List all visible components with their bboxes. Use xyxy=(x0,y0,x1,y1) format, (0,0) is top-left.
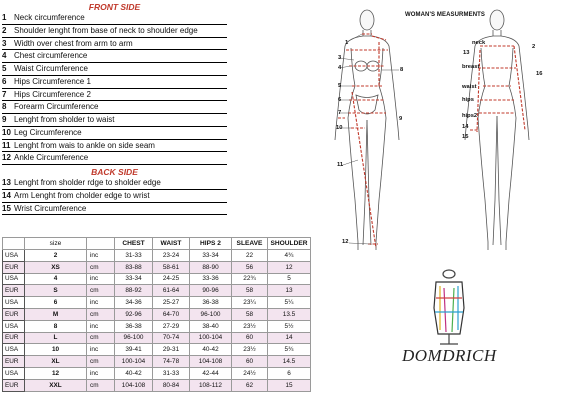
size-chart-cell: 12 xyxy=(268,261,311,273)
measurement-text: Lenght from wais to ankle on side seam xyxy=(14,140,155,150)
size-chart-cell: cm xyxy=(87,356,115,368)
size-chart-cell: 42-44 xyxy=(190,367,232,379)
size-chart-header xyxy=(3,238,311,250)
size-chart-cell: 36-38 xyxy=(190,297,232,309)
size-chart-cell: EUR xyxy=(3,285,25,297)
measurement-row xyxy=(2,203,227,216)
measurement-row xyxy=(2,50,227,63)
size-chart-cell: 33-34 xyxy=(115,273,153,285)
size-chart-cell: USA xyxy=(3,250,25,262)
measurement-text: Hips Circumference 2 xyxy=(14,89,91,99)
size-chart-cell: 90-96 xyxy=(190,285,232,297)
measurement-number: 15 xyxy=(2,203,11,213)
size-chart-cell: inc xyxy=(87,250,115,262)
brand-name: DOMDRICH xyxy=(402,346,497,365)
size-chart-cell: 74-78 xyxy=(153,356,190,368)
size-chart-row xyxy=(3,308,311,320)
size-chart-cell: 5 xyxy=(268,273,311,285)
measurement-row xyxy=(2,152,227,165)
size-chart-cell: 27-29 xyxy=(153,320,190,332)
measurement-row xyxy=(2,12,227,25)
size-chart-cell: 29-31 xyxy=(153,344,190,356)
size-chart-cell: XS xyxy=(25,261,87,273)
size-chart-row xyxy=(3,285,311,297)
size-chart-cell: 31-33 xyxy=(153,367,190,379)
diagram-title: WOMAN'S MEASURMENTS xyxy=(405,12,485,18)
measurement-number: 2 xyxy=(2,25,7,35)
size-chart-cell: 24-25 xyxy=(153,273,190,285)
front-figure xyxy=(335,10,399,250)
measurement-row xyxy=(2,140,227,153)
dress-form-logo-icon xyxy=(424,268,474,348)
label-back-waist: waist xyxy=(462,84,477,90)
label-back-2: 2 xyxy=(532,44,536,50)
size-chart-cell: 13 xyxy=(268,285,311,297)
measurement-number: 1 xyxy=(2,13,7,22)
size-chart-cell: EUR xyxy=(3,261,25,273)
size-chart-cell: 8 xyxy=(25,320,87,332)
size-chart-cell: EUR xyxy=(3,332,25,344)
measurement-text: Leg Circumference xyxy=(14,127,82,137)
size-chart-cell: 61-64 xyxy=(153,285,190,297)
size-chart-cell: 34-36 xyxy=(115,297,153,309)
size-chart-header-cell: HIPS 2 xyxy=(190,238,232,250)
label-back-hips: hips xyxy=(462,97,474,103)
label-front-1: 1 xyxy=(345,40,349,46)
size-chart-cell: 60 xyxy=(232,332,268,344)
measurement-number: 10 xyxy=(2,127,11,137)
label-front-12: 12 xyxy=(342,239,349,245)
size-chart-cell: 33-36 xyxy=(190,273,232,285)
size-chart-cell: 80-84 xyxy=(153,379,190,391)
size-chart-cell: 6 xyxy=(25,297,87,309)
size-chart-table xyxy=(2,237,311,392)
size-chart-cell: 96-100 xyxy=(115,332,153,344)
size-chart-cell: 88-92 xyxy=(115,285,153,297)
size-chart-cell: 24½ xyxy=(232,367,268,379)
measurement-number: 8 xyxy=(2,102,7,112)
size-chart-header-cell xyxy=(3,238,25,250)
size-chart-cell: inc xyxy=(87,320,115,332)
size-chart-row xyxy=(3,250,311,262)
size-chart-cell: 22¾ xyxy=(232,273,268,285)
size-chart-cell: 2 xyxy=(25,250,87,262)
size-chart-header-cell: SLEAVE xyxy=(232,238,268,250)
size-chart-cell: 14.5 xyxy=(268,356,311,368)
size-chart-cell: 96-100 xyxy=(190,308,232,320)
measurement-text: Hips Circumference 1 xyxy=(14,76,91,86)
size-chart-header-cell: size xyxy=(25,238,87,250)
size-chart-header-cell: WAIST xyxy=(153,238,190,250)
measurement-row xyxy=(2,114,227,127)
size-chart-cell: 108-112 xyxy=(190,379,232,391)
size-chart-cell: XL xyxy=(25,356,87,368)
measurement-text: Waist Circumference xyxy=(14,64,88,73)
measurement-number: 6 xyxy=(2,76,7,86)
size-chart-cell: 5¾ xyxy=(268,344,311,356)
size-chart-body xyxy=(3,250,311,392)
size-chart-cell: 40-42 xyxy=(190,344,232,356)
size-chart-row xyxy=(3,320,311,332)
size-chart-cell: M xyxy=(25,308,87,320)
size-chart-cell: 23½ xyxy=(232,320,268,332)
measurement-text: Width over chest from arm to arm xyxy=(14,38,133,48)
size-chart-cell: EUR xyxy=(3,379,25,391)
measurement-number: 11 xyxy=(2,140,11,150)
size-chart-row xyxy=(3,367,311,379)
size-chart-cell: 6 xyxy=(268,367,311,379)
measurement-number: 14 xyxy=(2,190,11,200)
size-chart-cell: 31-33 xyxy=(115,250,153,262)
size-chart-cell: 58 xyxy=(232,308,268,320)
label-front-6: 6 xyxy=(338,97,342,103)
label-front-8: 8 xyxy=(400,67,404,73)
size-chart-cell: 100-104 xyxy=(190,332,232,344)
label-front-4: 4 xyxy=(338,65,342,71)
size-chart-cell: USA xyxy=(3,297,25,309)
measurement-number: 12 xyxy=(2,153,11,163)
size-chart-cell: USA xyxy=(3,344,25,356)
size-chart-cell: 36-38 xyxy=(115,320,153,332)
size-chart-cell: 38-40 xyxy=(190,320,232,332)
size-chart-cell: inc xyxy=(87,367,115,379)
measurement-number: 13 xyxy=(2,178,11,187)
size-chart-cell: 70-74 xyxy=(153,332,190,344)
label-back-16: 16 xyxy=(536,71,543,77)
label-front-7: 7 xyxy=(338,110,342,116)
label-back-neck: neck xyxy=(472,40,486,46)
measurement-list xyxy=(2,2,227,215)
size-chart-cell: 33-34 xyxy=(190,250,232,262)
size-chart-cell: 23-24 xyxy=(153,250,190,262)
size-chart-cell: 56 xyxy=(232,261,268,273)
label-front-10: 10 xyxy=(336,125,343,131)
size-chart-row xyxy=(3,261,311,273)
size-chart-cell: cm xyxy=(87,308,115,320)
label-back-breast: breast xyxy=(462,64,480,70)
size-chart-cell: 100-104 xyxy=(115,356,153,368)
measurement-row xyxy=(2,76,227,89)
size-chart-cell: 92-96 xyxy=(115,308,153,320)
size-chart-cell: cm xyxy=(87,379,115,391)
size-chart-header-cell xyxy=(87,238,115,250)
front-measure-lines xyxy=(338,34,388,248)
measurement-row xyxy=(2,190,227,203)
size-chart-row xyxy=(3,344,311,356)
size-chart-cell: 62 xyxy=(232,379,268,391)
measurement-number: 5 xyxy=(2,64,7,73)
size-chart-row xyxy=(3,332,311,344)
label-front-3: 3 xyxy=(338,55,342,61)
back-side-title: BACK SIDE xyxy=(91,167,138,177)
size-chart-cell: inc xyxy=(87,344,115,356)
size-chart-cell: L xyxy=(25,332,87,344)
size-chart-cell: 14 xyxy=(268,332,311,344)
label-back-hips2: hips2 xyxy=(462,113,478,119)
measurement-text: Lenght from sholder to waist xyxy=(14,115,115,124)
size-chart-row xyxy=(3,297,311,309)
measurement-text: Ankle Circumference xyxy=(14,153,89,163)
measurement-row xyxy=(2,38,227,51)
label-front-5: 5 xyxy=(338,83,342,89)
front-side-title: FRONT SIDE xyxy=(88,2,141,12)
size-chart-cell: USA xyxy=(3,273,25,285)
size-chart-header-cell: SHOULDER xyxy=(268,238,311,250)
size-chart-cell: cm xyxy=(87,261,115,273)
size-chart-cell: inc xyxy=(87,273,115,285)
measurement-number: 3 xyxy=(2,38,7,48)
size-chart-cell: 13.5 xyxy=(268,308,311,320)
size-chart-cell: 83-88 xyxy=(115,261,153,273)
size-chart-row xyxy=(3,356,311,368)
label-back-14: 14 xyxy=(462,124,469,130)
size-chart-cell: 15 xyxy=(268,379,311,391)
size-chart-cell: XXL xyxy=(25,379,87,391)
size-chart-cell: 39-41 xyxy=(115,344,153,356)
measurement-text: Lenght from sholder rdge to sholder edge xyxy=(14,178,161,187)
size-chart-cell: 23¼ xyxy=(232,297,268,309)
size-chart-cell: cm xyxy=(87,332,115,344)
size-chart-cell: 5¼ xyxy=(268,297,311,309)
size-chart-cell: 10 xyxy=(25,344,87,356)
size-chart-cell: 104-108 xyxy=(115,379,153,391)
label-back-15: 15 xyxy=(462,134,469,140)
size-chart-cell: 23½ xyxy=(232,344,268,356)
size-chart-cell: 22 xyxy=(232,250,268,262)
size-chart-cell: 5½ xyxy=(268,320,311,332)
size-chart-cell: USA xyxy=(3,320,25,332)
measurement-row xyxy=(2,25,227,38)
size-chart-cell: S xyxy=(25,285,87,297)
size-chart-cell: 60 xyxy=(232,356,268,368)
measurement-row xyxy=(2,127,227,140)
measurement-row xyxy=(2,63,227,76)
size-chart-cell: EUR xyxy=(3,356,25,368)
size-chart-header-cell: CHEST xyxy=(115,238,153,250)
size-chart-cell: inc xyxy=(87,297,115,309)
measurement-row xyxy=(2,101,227,114)
size-chart-row xyxy=(3,379,311,391)
measurement-row xyxy=(2,177,227,190)
size-chart-cell: EUR xyxy=(3,308,25,320)
measurement-row xyxy=(2,89,227,102)
size-chart-cell: 58-61 xyxy=(153,261,190,273)
size-chart-cell: cm xyxy=(87,285,115,297)
size-chart-cell: 40-42 xyxy=(115,367,153,379)
size-chart-cell: 4¾ xyxy=(268,250,311,262)
size-chart-cell: 64-70 xyxy=(153,308,190,320)
measurement-text: Forearm Circumference xyxy=(14,102,99,112)
size-chart-cell: 12 xyxy=(25,367,87,379)
measurement-number: 9 xyxy=(2,115,7,124)
label-front-11: 11 xyxy=(337,162,344,168)
measurement-text: Shoulder lenght from base of neck to shoulder edge xyxy=(14,25,198,35)
back-items xyxy=(2,177,227,215)
front-items xyxy=(2,12,227,165)
size-chart-cell: USA xyxy=(3,367,25,379)
size-chart-cell: 88-90 xyxy=(190,261,232,273)
body-measurement-diagram xyxy=(318,0,570,275)
measurement-text: Chest circumference xyxy=(14,51,88,61)
measurement-number: 7 xyxy=(2,89,7,99)
size-chart-row xyxy=(3,273,311,285)
size-chart-cell: 58 xyxy=(232,285,268,297)
measurement-text: Wrist Circumference xyxy=(14,203,87,213)
label-back-13: 13 xyxy=(463,50,470,56)
measurement-text: Arm Lenght from cholder edge to wrist xyxy=(14,190,150,200)
size-chart-cell: 4 xyxy=(25,273,87,285)
size-chart-cell: 104-108 xyxy=(190,356,232,368)
label-front-9: 9 xyxy=(399,116,403,122)
measurement-text: Neck circumference xyxy=(14,13,85,22)
size-chart-cell: 25-27 xyxy=(153,297,190,309)
measurement-number: 4 xyxy=(2,51,7,61)
